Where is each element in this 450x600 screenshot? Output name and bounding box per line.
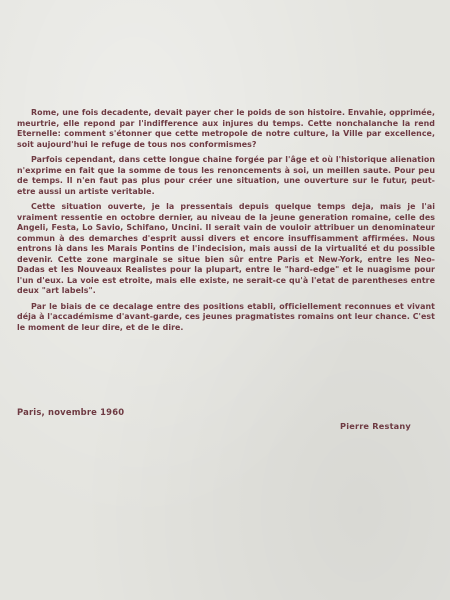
paragraph-1: Rome, une fois decadente, devait payer cher le poids de son histoire. Envahie, opprimée, meurtrie, elle repond par l'indifference aux injures du temps. Cette nonchalanche la rend Eternelle: comment s'étonner que cette metropole de notre culture, la Ville par excellence, soit aujourd'hui le refuge de tous nos conformismes? bbox=[17, 108, 435, 149]
body-text bbox=[17, 108, 435, 338]
paragraph-3: Cette situation ouverte, je la pressentais depuis quelque temps deja, mais je l'ai vraiment ressentie en octobre dernier, au niveau de la jeune generation romaine, celle des Angeli, Festa, Lo Savio, Schifano, Uncini. Il serait vain de vouloir attribuer un denominateur commun à des demarches d'esprit aussi divers et encore insuffisamment affirmées. Nous entrons là dans les Marais Pontins de l'indecision, mais aussi de la virtualité et du possible devenir. Cette zone marginale se situe bien sûr entre Paris et New-York, entre les Neo-Dadas et les Nouveaux Realistes pour la plupart, entre le "hard-edge" et le nuagisme pour l'un d'eux. La voie est etroite, mais elle existe, ne serait-ce qu'à l'etat de parentheses entre deux "art labels". bbox=[17, 202, 435, 295]
paragraph-2: Parfois cependant, dans cette longue chaine forgée par l'âge et où l'historique alienation n'exprime en fait que la somme de tous les renoncements à soi, un meillen saute. Pour peu de temps. Il n'en faut pas plus pour créer une situation, une ouverture sur le futur, peut-etre aussi un artiste veritable. bbox=[17, 155, 435, 196]
paragraph-4: Par le biais de ce decalage entre des positions etabli, officiellement reconnues et vivant déja à l'accadémisme d'avant-garde, ces jeunes pragmatistes romains ont leur chance. C'est le moment de leur dire, et de le dire. bbox=[17, 301, 435, 332]
place-date: Paris, novembre 1960 bbox=[17, 407, 125, 417]
author-signature: Pierre Restany bbox=[340, 421, 411, 431]
